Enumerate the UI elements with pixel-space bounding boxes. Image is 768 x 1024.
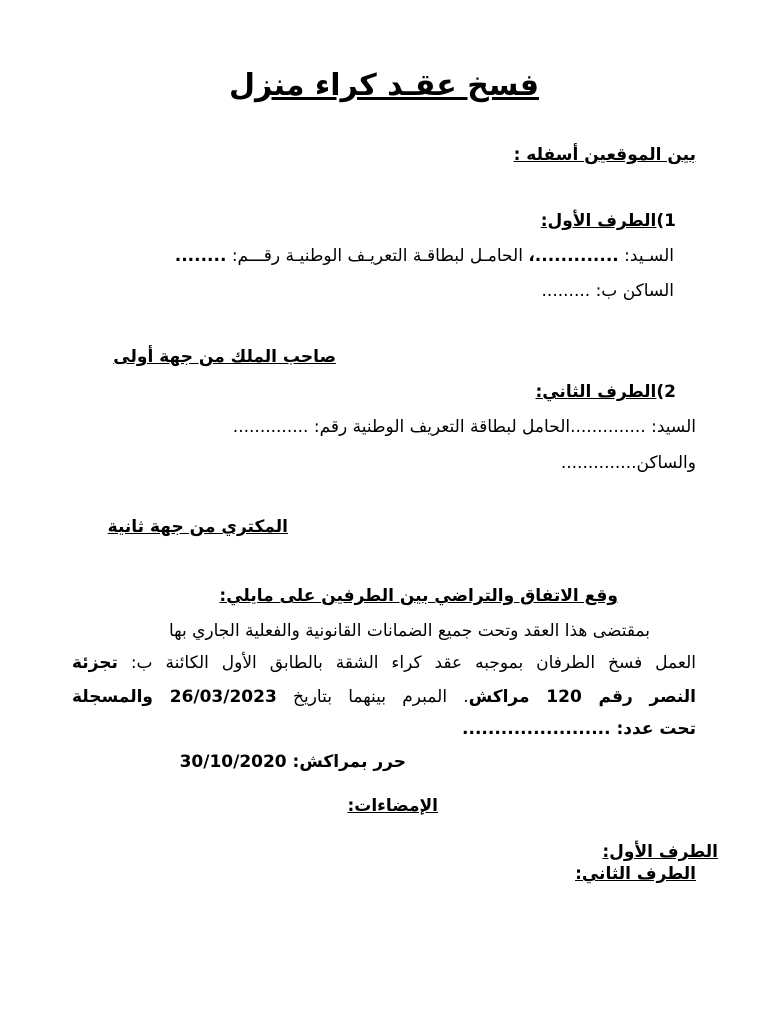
between-signatories: بين الموقعين أسفله :	[513, 145, 696, 165]
party1-number: 1)	[656, 211, 676, 231]
signature-party2: الطرف الثاني:	[575, 864, 696, 884]
party1-heading	[541, 209, 676, 233]
party2-address-line: والساكن..............	[560, 453, 696, 473]
party1-address-line: الساكن ب: .........	[541, 281, 674, 301]
agreement-line-2	[72, 651, 696, 675]
agreement-location-end: النصر رقم 120 مراكش	[468, 687, 697, 707]
agreement-line-1: بمقتضى هذا العقد وتحت جميع الضمانات القانونية والفعلية الجاري بها	[168, 621, 650, 641]
agreement-date-registered: 26/03/2023 والمسجلة	[72, 687, 277, 707]
signatures-heading: الإمضاءات:	[347, 796, 438, 816]
agreement-heading: وقع الاتفاق والتراضي بين الطرفين على مايلي:	[219, 586, 618, 606]
party1-id-blank: ........	[174, 246, 227, 266]
document-title: فسخ عقـد كراء منزل	[228, 68, 540, 103]
party2-number: 2)	[656, 382, 676, 402]
party2-id-line: السيد: ..............الحامل لبطاقة التعريف الوطنية رقم: ..............	[232, 417, 696, 437]
party2-label: الطرف الثاني:	[535, 382, 657, 402]
signature-party1: الطرف الأول:	[602, 842, 718, 862]
agreement-line-2-text: العمل فسخ الطرفان بموجبه عقد كراء الشقة بالطابق الأول الكائنة ب:	[117, 653, 696, 673]
party1-mr-label: السـيد:	[618, 246, 674, 266]
party2-heading	[535, 380, 676, 404]
agreement-location-start: تجزئة	[72, 653, 118, 673]
agreement-line-3-text: . المبرم بينهما بتاريخ	[276, 687, 469, 707]
party1-name-blank: .............،	[528, 246, 619, 266]
party1-id-line	[175, 244, 674, 268]
agreement-line-3	[72, 685, 696, 709]
party1-label: الطرف الأول:	[540, 211, 657, 231]
signed-at: حرر بمراكش: 30/10/2020	[179, 752, 406, 772]
party1-role: صاحب الملك من جهة أولى	[113, 347, 336, 367]
registration-number: تحت عدد: .......................	[462, 719, 696, 739]
party1-id-label: الحامـل لبطاقـة التعريـف الوطنيـة رقـــم:	[226, 246, 529, 266]
party2-role: المكتري من جهة ثانية	[107, 517, 288, 537]
